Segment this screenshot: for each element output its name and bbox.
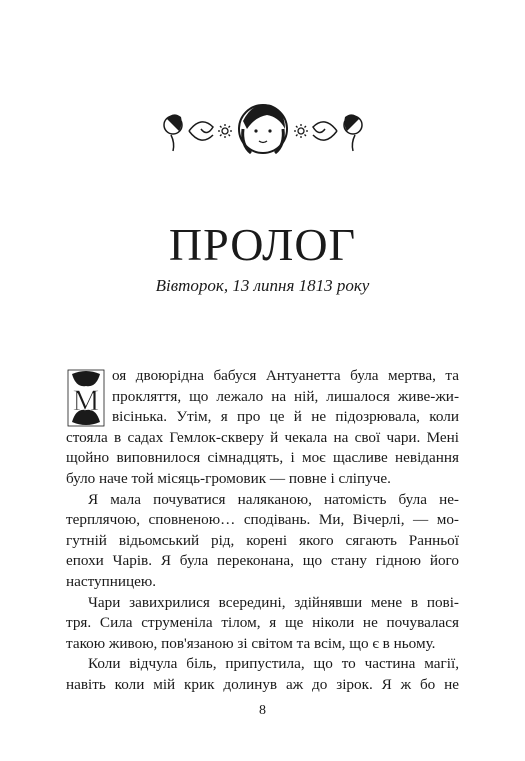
- text-line: вісінька. Утім, я про це й не підозрювала, коли: [112, 408, 459, 426]
- right-swirl-ornament: [313, 122, 337, 140]
- right-moon-face-icon: [344, 100, 383, 160]
- text-line: було наче той місяць-громовик — повне і сліпуче.: [66, 469, 391, 487]
- drop-cap-glyph: М: [72, 384, 100, 417]
- center-face-icon: [239, 104, 287, 153]
- page-number: 8: [259, 703, 266, 718]
- left-sun-icon: [218, 124, 232, 138]
- text-line: оя двоюрідна бабуся Антуанетта була мертва, та: [112, 367, 459, 384]
- right-sun-icon: [294, 124, 308, 138]
- text-line: епохи Чарів. Я була переконана, що стану гідною його: [66, 552, 459, 570]
- text-line: Коли відчула біль, припустила, що то частина магії,: [88, 655, 459, 673]
- text-line: наступницею.: [66, 572, 157, 590]
- chapter-title: ПРОЛОГ: [168, 219, 357, 270]
- left-swirl-ornament: [189, 122, 213, 140]
- text-line: гутній відьомський рід, корені якого сягають Ранньої: [66, 531, 459, 549]
- chapter-date-subtitle: Вівторок, 13 липня 1813 року: [155, 276, 370, 295]
- text-line: щойно виповнилося сімнадцять, і моє щасливе невідання: [66, 449, 459, 467]
- chapter-ornament: [143, 95, 383, 165]
- left-moon-face-icon: [143, 100, 182, 160]
- text-line: Чари завихрилися всередині, здійнявши мене в пові-: [88, 593, 459, 611]
- text-line: прокляття, що лежало на ній, лишалося живе-жи-: [112, 387, 459, 405]
- text-line: терплячою, сповненою… сподівань. Ми, Вічерлі, — мо-: [66, 511, 459, 529]
- body-text: [66, 366, 459, 696]
- text-line: тря. Сила струменіла тілом, я ще ніколи не почувалася: [66, 614, 459, 632]
- text-line: навіть коли мій крик долинув аж до зірок. Я ж бо не: [66, 675, 459, 693]
- text-line: Я мала почуватися наляканою, натомість була не-: [88, 490, 459, 508]
- text-line: такою живою, пов'язаною зі світом та всім, що є в ньому.: [66, 634, 436, 652]
- text-line: стояла в садах Гемлок-скверу й чекала на свої чари. Мені: [66, 428, 459, 446]
